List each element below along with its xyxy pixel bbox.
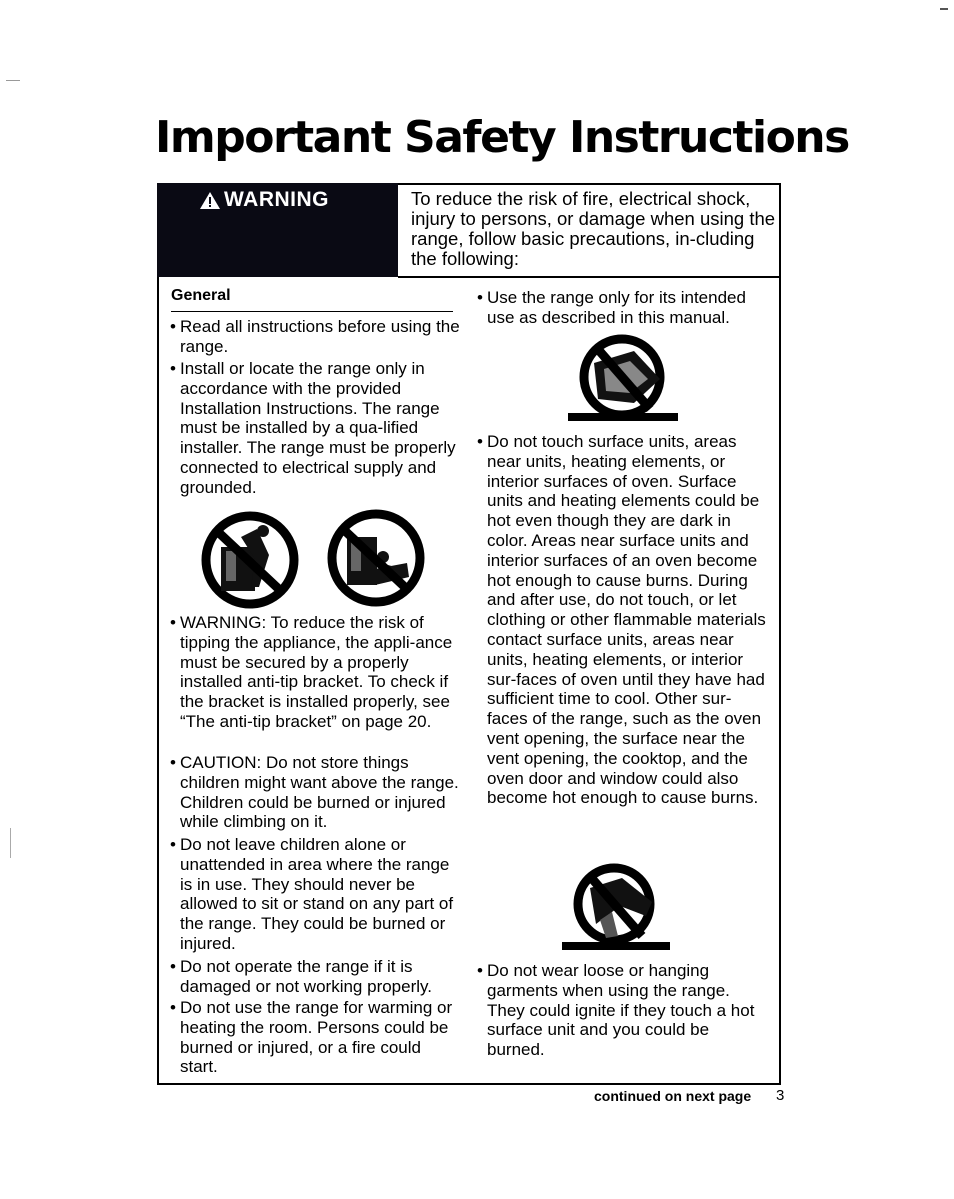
- list-item-text: WARNING: To reduce the risk of tipping the appliance, the appli-ance must be secured by a properly installed anti-tip bracket. To check if the bracket is installed properly, see “The anti-tip bracket” on page 20.: [180, 613, 453, 731]
- margin-mark: [6, 80, 20, 81]
- list-item: [170, 835, 462, 954]
- list-item-text: Read all instructions before using the range.: [180, 317, 460, 356]
- bullet: •: [170, 613, 176, 632]
- section-divider: [171, 311, 453, 312]
- list-item: [170, 317, 462, 357]
- list-item-text: Do not wear loose or hanging garments when using the range. They could ignite if they touch a hot surface unit and you could be burned.: [487, 961, 755, 1060]
- list-item-text: Do not operate the range if it is damaged or not working properly.: [180, 957, 432, 996]
- warning-triangle-icon: [199, 191, 221, 210]
- list-item-text: Do not use the range for warming or heating the room. Persons could be burned or injured, or a fire could start.: [180, 998, 453, 1077]
- list-item: [170, 359, 462, 498]
- list-item: [170, 613, 462, 732]
- bullet: •: [170, 835, 176, 854]
- list-item-text: Use the range only for its intended use as described in this manual.: [487, 288, 746, 327]
- bullet: •: [477, 961, 483, 980]
- list-item: [170, 957, 462, 997]
- warning-text: To reduce the risk of fire, electrical shock, injury to persons, or damage when using the range, follow basic precautions, in-cluding the following:: [411, 188, 776, 269]
- bullet: •: [170, 998, 176, 1017]
- no-loose-garments-icon: [560, 862, 672, 954]
- bullet: •: [170, 359, 176, 378]
- warning-label-text: WARNING: [224, 188, 329, 211]
- no-touch-hot-surface-icon: [564, 333, 680, 429]
- list-item: [170, 998, 462, 1077]
- bullet: •: [170, 957, 176, 976]
- no-child-on-door-icon: [325, 507, 427, 609]
- margin-mark: [940, 8, 948, 10]
- warning-label: [199, 188, 329, 212]
- bullet: •: [477, 432, 483, 451]
- continued-note: continued on next page: [594, 1088, 752, 1104]
- page-title: Important Safety Instructions: [155, 112, 849, 163]
- list-item-text: Do not leave children alone or unattended in area where the range is in use. They should never be allowed to sit or stand on any part of the range. They could be burned or injured.: [180, 835, 454, 953]
- list-item: [170, 753, 462, 832]
- no-child-climbing-icon: [199, 509, 301, 611]
- list-item-text: Install or locate the range only in accordance with the provided Installation Instructions. The range must be installed by a qua-lified installer. The range must be properly connected to electrical supply and grounded.: [180, 359, 456, 497]
- page-number: 3: [776, 1087, 785, 1104]
- list-item: [477, 432, 769, 808]
- list-item-text: Do not touch surface units, areas near units, heating elements, or interior surfaces of oven. Surface units and heating elements could be hot even though they are dark in color. Areas near surface units and interior surfaces of an oven become hot enough to cause burns. During and after use, do not touch, or let clothing or other flammable materials contact surface units, areas near units, heating elements, or interior sur-faces of oven until they have had sufficient time to cool. Other sur-faces of the range, such as the oven vent opening, the surface near the vent opening, the cooktop, and the oven door and window could also become hot enough to cause burns.: [487, 432, 766, 808]
- warning-divider: [398, 276, 781, 278]
- list-item: [477, 288, 769, 328]
- section-heading: General: [171, 287, 231, 304]
- bullet: •: [477, 288, 483, 307]
- bullet: •: [170, 317, 176, 336]
- list-item: [477, 961, 769, 1060]
- margin-mark: [10, 828, 11, 858]
- bullet: •: [170, 753, 176, 772]
- list-item-text: CAUTION: Do not store things children might want above the range. Children could be burned or injured while climbing on it.: [180, 753, 459, 832]
